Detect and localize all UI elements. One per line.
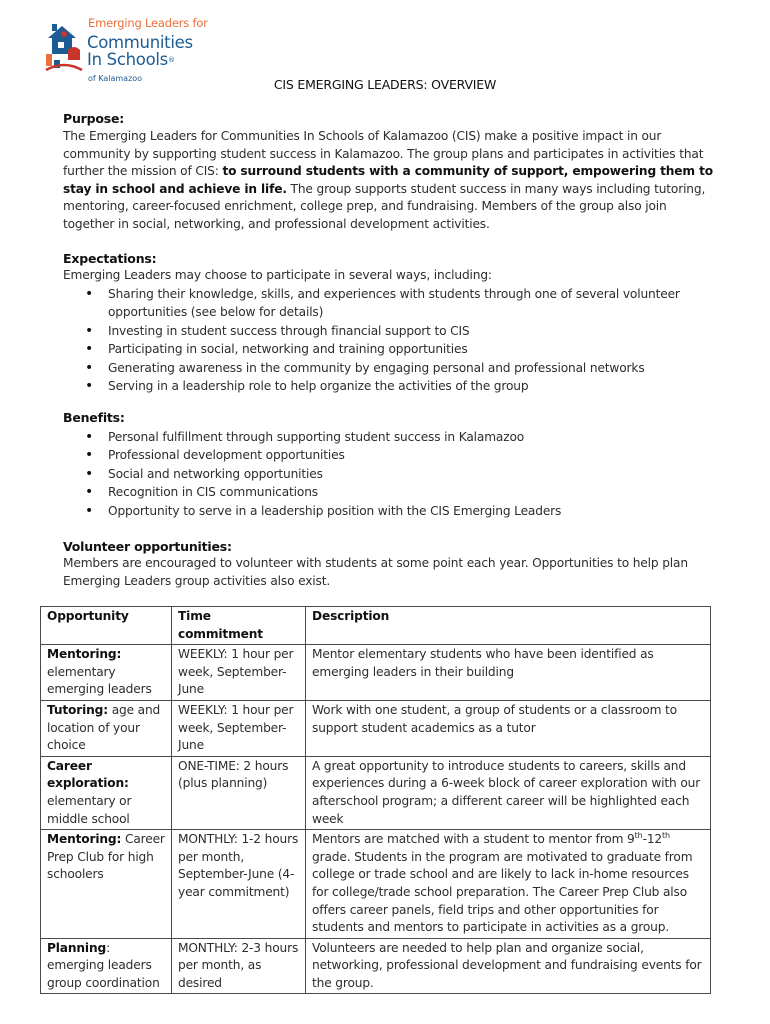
column-header: Time commitment (172, 607, 306, 645)
logo-line-1: Communities (87, 33, 193, 52)
list-item: • Generating awareness in the community by engaging personal and professional networks (63, 359, 713, 377)
description-cell: Work with one student, a group of students or a classroom to support student academics as a tutor (306, 700, 711, 756)
list-item: • Social and networking opportunities (63, 465, 713, 483)
time-cell: WEEKLY: 1 hour per week, September-June (172, 700, 306, 756)
opportunity-cell: Mentoring: elementary emerging leaders (41, 645, 172, 701)
table-row (41, 700, 711, 756)
table-row (41, 938, 711, 994)
column-header: Description (306, 607, 711, 645)
list-item: • Investing in student success through financial support to CIS (63, 322, 713, 340)
column-header: Opportunity (41, 607, 172, 645)
list-item: • Professional development opportunities (63, 446, 713, 464)
table-row (41, 830, 711, 939)
list-item: • Recognition in CIS communications (63, 483, 713, 501)
description-cell: A great opportunity to introduce students to careers, skills and experiences during a 6-week block of career exploration with our afterschool program; a different career will be highlighted each week (306, 756, 711, 829)
benefits-heading: Benefits: (63, 410, 125, 425)
opportunity-cell: Planning: emerging leaders group coordination (41, 938, 172, 994)
expectations-intro: Emerging Leaders may choose to participate in several ways, including: (63, 268, 492, 282)
opportunity-cell: Career exploration: elementary or middle school (41, 756, 172, 829)
list-item: • Opportunity to serve in a leadership position with the CIS Emerging Leaders (63, 502, 713, 520)
opportunities-table (40, 606, 711, 994)
purpose-paragraph: The Emerging Leaders for Communities In Schools of Kalamazoo (CIS) make a positive impact in our community by supporting student success in Kalamazoo. The group plans and participates in activities that further the mission of CIS: to surround students with a community of support, empowering them to stay in school and achieve in life. The group supports student success in many ways including tutoring, mentoring, career-focused enrichment, college prep, and fundraising. Members of the group also join together in social, networking, and professional development activities. (63, 129, 713, 231)
volunteer-heading: Volunteer opportunities: (63, 539, 232, 554)
logo-city: of Kalamazoo (88, 74, 143, 83)
logo-line-2: In Schools® (87, 50, 175, 69)
description-cell: Volunteers are needed to help plan and organize social, networking, professional development and fundraising events for the group. (306, 938, 711, 994)
table-row (41, 756, 711, 829)
school-house-icon (44, 20, 84, 76)
opportunity-cell: Mentoring: Career Prep Club for high schoolers (41, 830, 172, 939)
table-row (41, 645, 711, 701)
expectations-heading: Expectations: (63, 251, 157, 266)
logo-tagline: Emerging Leaders for (88, 16, 208, 30)
mission-statement: to surround students with a community of support, empowering them to stay in school and achieve in life. (63, 164, 713, 196)
list-item: • Serving in a leadership role to help organize the activities of the group (63, 377, 713, 395)
cis-logo (44, 14, 208, 86)
benefits-list (63, 428, 713, 520)
list-item: • Personal fulfillment through supporting student success in Kalamazoo (63, 428, 713, 446)
volunteer-intro: Members are encouraged to volunteer with students at some point each year. Opportunities to help plan Emerging Leaders group activities also exist. (63, 556, 688, 588)
page-title: CIS EMERGING LEADERS: OVERVIEW (273, 77, 497, 92)
time-cell: MONTHLY: 2-3 hours per month, as desired (172, 938, 306, 994)
list-item: • Participating in social, networking and training opportunities (63, 340, 713, 358)
list-item: • Sharing their knowledge, skills, and experiences with students through one of several volunteer opportunities (see below for details) (63, 285, 713, 322)
table-header-row (41, 607, 711, 645)
time-cell: MONTHLY: 1-2 hours per month, September-June (4-year commitment) (172, 830, 306, 939)
purpose-heading: Purpose: (63, 111, 125, 126)
time-cell: WEEKLY: 1 hour per week, September-June (172, 645, 306, 701)
time-cell: ONE-TIME: 2 hours (plus planning) (172, 756, 306, 829)
description-cell: Mentor elementary students who have been identified as emerging leaders in their building (306, 645, 711, 701)
registered-mark: ® (167, 56, 175, 64)
expectations-list (63, 285, 713, 395)
description-cell: Mentors are matched with a student to mentor from 9th-12th grade. Students in the program are motivated to graduate from college or trade school and are likely to lack in-home resources for college/trade school preparation. The Career Prep Club also offers career panels, field trips and other opportunities for students and mentors to participate in activities as a group. (306, 830, 711, 939)
opportunity-cell: Tutoring: age and location of your choice (41, 700, 172, 756)
